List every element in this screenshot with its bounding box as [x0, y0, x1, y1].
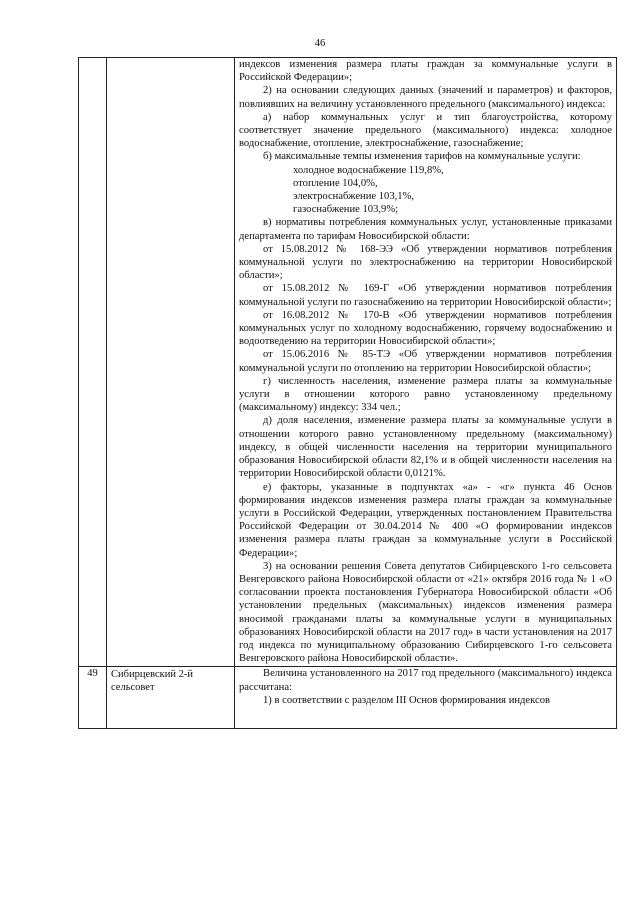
paragraph: а) набор коммунальных услуг и тип благоустройства, которому соответствует значение предельного (максимального) индекса: холодное водоснабжение, отопление, электроснабжение, газоснабжение; — [239, 111, 612, 150]
paragraph: индексов изменения размера платы граждан за коммунальные услуги в Российской Федерации»; — [239, 59, 612, 84]
paragraph: б) максимальные темпы изменения тарифов на коммунальные услуги: — [263, 151, 581, 163]
document-table — [78, 57, 617, 729]
table-row — [79, 667, 617, 729]
paragraph: г) численность населения, изменение размера платы за коммунальные услуги в отношении которого равно установленному предельному (максимальному) индексу: 334 чел.; — [239, 375, 612, 414]
table-row — [79, 58, 617, 667]
description-cell — [235, 667, 617, 729]
tariff-line: электроснабжение 103,1%, — [293, 191, 415, 203]
paragraph: е) факторы, указанные в подпунктах «а» - «г» пункта 46 Основ формирования индексов изменения размера платы граждан за коммунальные услуги в Российской Федерации, утвержденных постановлением Правительства Российской Федерации от 30.04.2014 № 400 «О формировании индексов изменения размера платы граждан за коммунальные услуги в Российской Федерации»; — [239, 481, 612, 559]
paragraph: от 15.08.2012 № 168-ЭЭ «Об утверждении нормативов потребления коммунальной услуги по электроснабжению на территории Новосибирской области»; — [239, 243, 612, 282]
tariff-line: холодное водоснабжение 119,8%, — [293, 164, 444, 176]
tariff-line: газоснабжение 103,9%; — [293, 204, 399, 216]
tariff-line: отопление 104,0%, — [293, 177, 378, 189]
paragraph: от 15.06.2016 № 85-ТЭ «Об утверждении нормативов потребления коммунальной услуги по отоплению на территории Новосибирской области»; — [239, 349, 612, 374]
paragraph: от 16.08.2012 № 170-В «Об утверждении нормативов потребления коммунальных услуг по холодному водоснабжению, горячему водоснабжению и водоотведению на территории Новосибирской области»; — [239, 309, 612, 348]
municipality-name-cell — [107, 58, 235, 667]
page-number: 46 — [314, 38, 326, 49]
paragraph: 2) на основании следующих данных (значений и параметров) и факторов, повлиявших на величину установленного предельного (максимального) индекса: — [239, 85, 612, 110]
paragraph: 3) на основании решения Совета депутатов Сибирцевского 1-го сельсовета Венгеровского района Новосибирской области от «21» октября 2016 года № 1 «О согласовании проекта постановления Губернатора Новосибирской области «Об установлении предельных (максимальных) индексов изменения размера вносимой гражданами платы за коммунальные услуги в муниципальных образованиях Новосибирской области на 2017 год» в части установления на 2017 год индекса по муниципальному образованию Сибирцевского 1-го сельсовета Венгеровского района Новосибирской области». — [239, 560, 612, 665]
municipality-name-cell: Сибирцевский 2-й сельсовет — [107, 667, 235, 729]
paragraph: 1) в соответствии с разделом III Основ формирования индексов — [263, 694, 551, 706]
paragraph: в) нормативы потребления коммунальных услуг, установленные приказами департамента по тарифам Новосибирской области: — [239, 217, 612, 242]
row-number-cell — [79, 58, 107, 667]
paragraph: Величина установленного на 2017 год предельного (максимального) индекса рассчитана: — [239, 668, 612, 693]
paragraph: от 15.08.2012 № 169-Г «Об утверждении нормативов потребления коммунальной услуги по газоснабжению на территории Новосибирской области»; — [239, 283, 612, 308]
paragraph: д) доля населения, изменение размера платы за коммунальные услуги в отношении которого равно установленному предельному (максимальному) индексу, в общей численности населения на территории муниципального образования Новосибирской области 82,1% и в общей численности населения на территории Новосибирской области 0,0121%. — [239, 415, 612, 480]
row-number-cell: 49 — [79, 667, 107, 729]
description-cell — [235, 58, 617, 667]
